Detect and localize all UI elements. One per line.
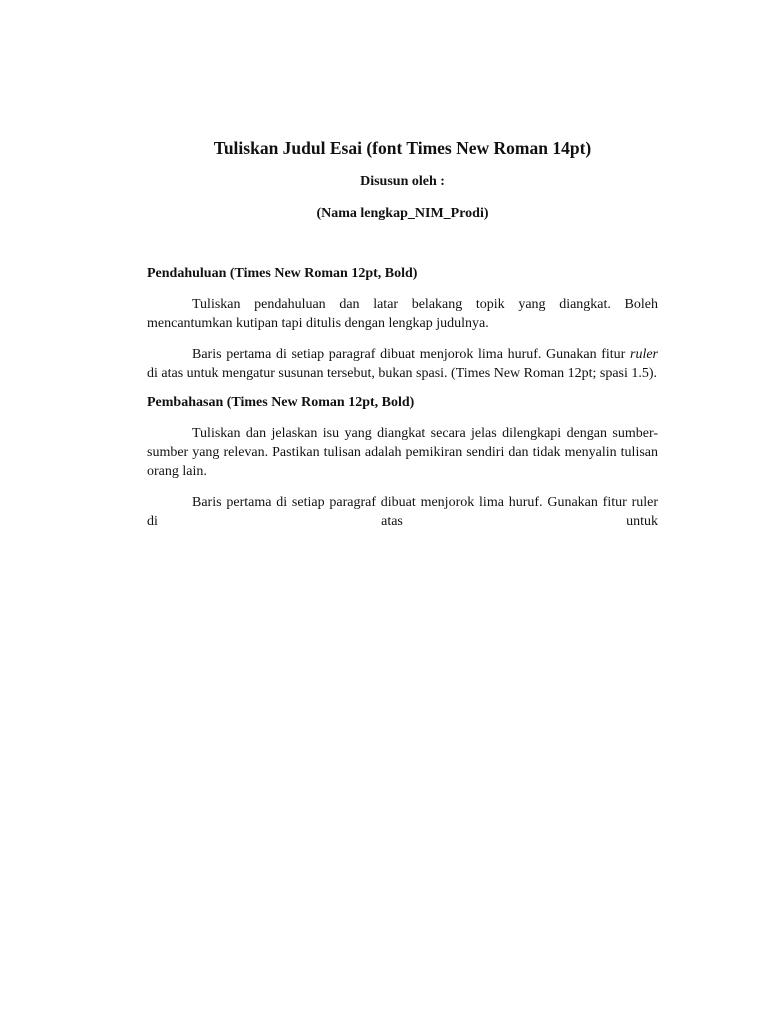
essay-title: Tuliskan Judul Esai (font Times New Roman 14pt) bbox=[213, 138, 592, 158]
paragraph-pendahuluan-2 bbox=[147, 345, 658, 383]
paragraph-pembahasan-2: Baris pertama di setiap paragraf dibuat menjorok lima huruf. Gunakan fitur ruler di atas untuk bbox=[147, 495, 658, 529]
emphasized-term: ruler bbox=[630, 347, 658, 362]
byline-label: Disusun oleh : bbox=[360, 174, 445, 189]
paragraph-pembahasan-1: Tuliskan dan jelaskan isu yang diangkat secara jelas dilengkapi dengan sumber-sumber yang relevan. Pastikan tulisan adalah pemikiran sendiri dan tidak menyalin tulisan orang lain. bbox=[147, 426, 658, 479]
document-body bbox=[147, 137, 658, 531]
paragraph-text-before: Baris pertama di setiap paragraf dibuat menjorok lima huruf. Gunakan fitur bbox=[192, 347, 630, 362]
section-heading-pembahasan: Pembahasan (Times New Roman 12pt, Bold) bbox=[147, 395, 415, 410]
paragraph-text-after: di atas untuk mengatur susunan tersebut, bukan spasi. (Times New Roman 12pt; spasi 1.5). bbox=[147, 366, 658, 381]
section-heading-pendahuluan: Pendahuluan (Times New Roman 12pt, Bold) bbox=[147, 266, 418, 281]
author-line: (Nama lengkap_NIM_Prodi) bbox=[316, 206, 489, 221]
paragraph-pendahuluan-1: Tuliskan pendahuluan dan latar belakang topik yang diangkat. Boleh mencantumkan kutipan tapi ditulis dengan lengkap judulnya. bbox=[147, 297, 658, 331]
